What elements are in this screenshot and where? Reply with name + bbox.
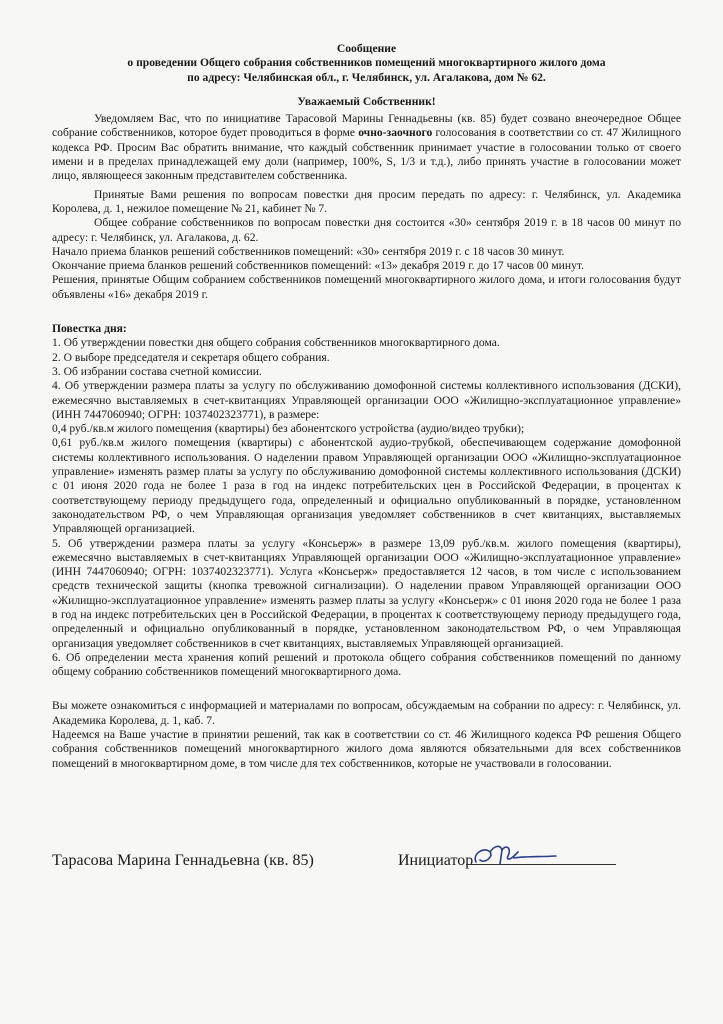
intro-paragraph-5: Окончание приема бланков решений собственников помещений: «13» декабря 2019 г. до 17 часов 00 минут. (52, 259, 584, 273)
closing-paragraph-1: Вы можете ознакомиться с информацией и материалами по вопросам, обсуждаемым на собрании по адресу: г. Челябинск, ул. Академика Королева, д. 1, каб. 7. (52, 699, 681, 727)
agenda-heading: Повестка дня: (52, 322, 127, 336)
document-subtitle-line-1: о проведении Общего собрания собственников помещений многоквартирного жилого дома (127, 56, 606, 70)
agenda-item-4-rate-1: 0,4 руб./кв.м жилого помещения (квартиры) без абонентского устройства (аудио/видео трубки); (52, 422, 525, 436)
signature-row (52, 848, 682, 878)
intro-paragraph-1 (52, 112, 681, 183)
greeting: Уважаемый Собственник! (297, 94, 436, 108)
intro-paragraph-4: Начало приема бланков решений собственников помещений: «30» сентября 2019 г. с 18 часов 30 минут. (52, 244, 565, 258)
agenda-item-4-rate-2: 0,61 руб./кв.м жилого помещения (квартиры) с абонентской аудио-трубкой, обеспечивающем содержание домофонной системы коллективного использования. О наделении правом Управляющей организации ООО «Жилищно-эксплуатационное управление» изменять размер платы за услугу по обслуживанию домофонной системы коллективного использования (ДСКИ) с 01 июня 2020 года не более 1 раза в год на индекс потребительских цен в Российской Федерации, в процентах к соответствующему периоду предыдущего года, определенный и официально опубликованный в порядке, установленном законодательством РФ, о чем Управляющая организация уведомляет собственников в счет квитанциях, выставляемых Управляющей организацией. (52, 436, 681, 536)
intro-p1-start: Уведомляем Вас, что по инициативе Тарасовой Марины Геннадьевны (кв. 85) будет созвано внеочередное Общее собрание собственников, которое будет проводиться в форме (52, 112, 681, 140)
document-title: Сообщение (336, 42, 397, 55)
intro-paragraph-3: Общее собрание собственников по вопросам повестки дня состоится «30» сентября 2019 г. в 18 часов 00 минут по адресу: г. Челябинск, ул. Агалакова, д. 62. (52, 216, 681, 244)
document-subtitle-line-2: по адресу: Челябинская обл., г. Челябинск, ул. Агалакова, дом № 62. (187, 70, 546, 84)
agenda-item-3: 3. Об избрании состава счетной комиссии. (52, 364, 262, 378)
closing-paragraph-2: Надеемся на Ваше участие в принятии решений, так как в соответствии со ст. 46 Жилищного кодекса РФ решения Общего собрания собственников помещений многоквартирного жилого дома являются обязательными для всех собственников помещений в многоквартирном доме, в том числе для тех собственников, которые не участвовали в голосовании. (52, 728, 681, 770)
intro-paragraph-6: Решения, принятые Общим собранием собственников помещений многоквартирного жилого дома, и итоги голосования будут объявлены «16» декабря 2019 г. (52, 273, 681, 301)
intro-p1-end: голосования в соответствии со ст. 47 Жилищного кодекса РФ. Просим Вас обратить внимание, что каждый собственник принимает участие в голосовании только от своего имени и в пределах принадлежащей ему доли (например, 100%, S, 1/3 и т.д.), либо принять участие в голосовании может лицо, являющееся законным представителем собственника. (52, 126, 681, 183)
author-name: Тарасова Марина Геннадьевна (кв. 85) (52, 852, 314, 869)
intro-paragraph-2: Принятые Вами решения по вопросам повестки дня просим передать по адресу: г. Челябинск, ул. Академика Королева, д. 1, нежилое помещение № 21, кабинет № 7. (52, 187, 681, 215)
agenda-item-6: 6. Об определении места хранения копий решений и протокола общего собрания собственников помещений по данному общему собранию собственников помещений многоквартирного дома. (52, 650, 681, 679)
agenda-item-5: 5. Об утверждении размера платы за услугу «Консьерж» в размере 13,09 руб./кв.м. жилого помещения (квартиры), ежемесячно выставляемых в счет-квитанциях Управляющей организации ООО «Жилищно-эксплуатационное управление» (ИНН 7447060940; ОГРН: 1037402323771). Услуга «Консьерж» предоставляется 12 часов, в том числе с использованием средств технической защиты (кнопка тревожной сигнализации). О наделении правом Управляющей организации ООО «Жилищно-эксплуатационное управление» изменять размер платы за услугу «Консьерж» с 01 июня 2020 года не более 1 раза в год на индекс потребительских цен в Российской Федерации, в процентах к соответствующему периоду предыдущего года, определенный и официально опубликованный в порядке, установленном законодательством РФ, о чем Управляющая организация уведомляет собственников в счет квитанциях, выставляемых Управляющей организацией. (52, 536, 681, 650)
intro-p1-bold: очно-заочного (358, 126, 433, 140)
handwritten-signature-icon (470, 840, 560, 870)
agenda-list (52, 336, 681, 679)
initiator-label: Инициатор (398, 852, 474, 869)
agenda-item-2: 2. О выборе председателя и секретаря общего собрания. (52, 350, 330, 364)
agenda-item-1: 1. Об утверждении повестки дня общего собрания собственников многоквартирного дома. (52, 336, 500, 350)
agenda-item-4: 4. Об утверждении размера платы за услугу по обслуживанию домофонной системы коллективного использования (ДСКИ), ежемесячно выставляемых в счет-квитанциях Управляющей организации ООО «Жилищно-эксплуатационное управление» (ИНН 7447060940; ОГРН: 1037402323771), в размере: (52, 379, 681, 421)
